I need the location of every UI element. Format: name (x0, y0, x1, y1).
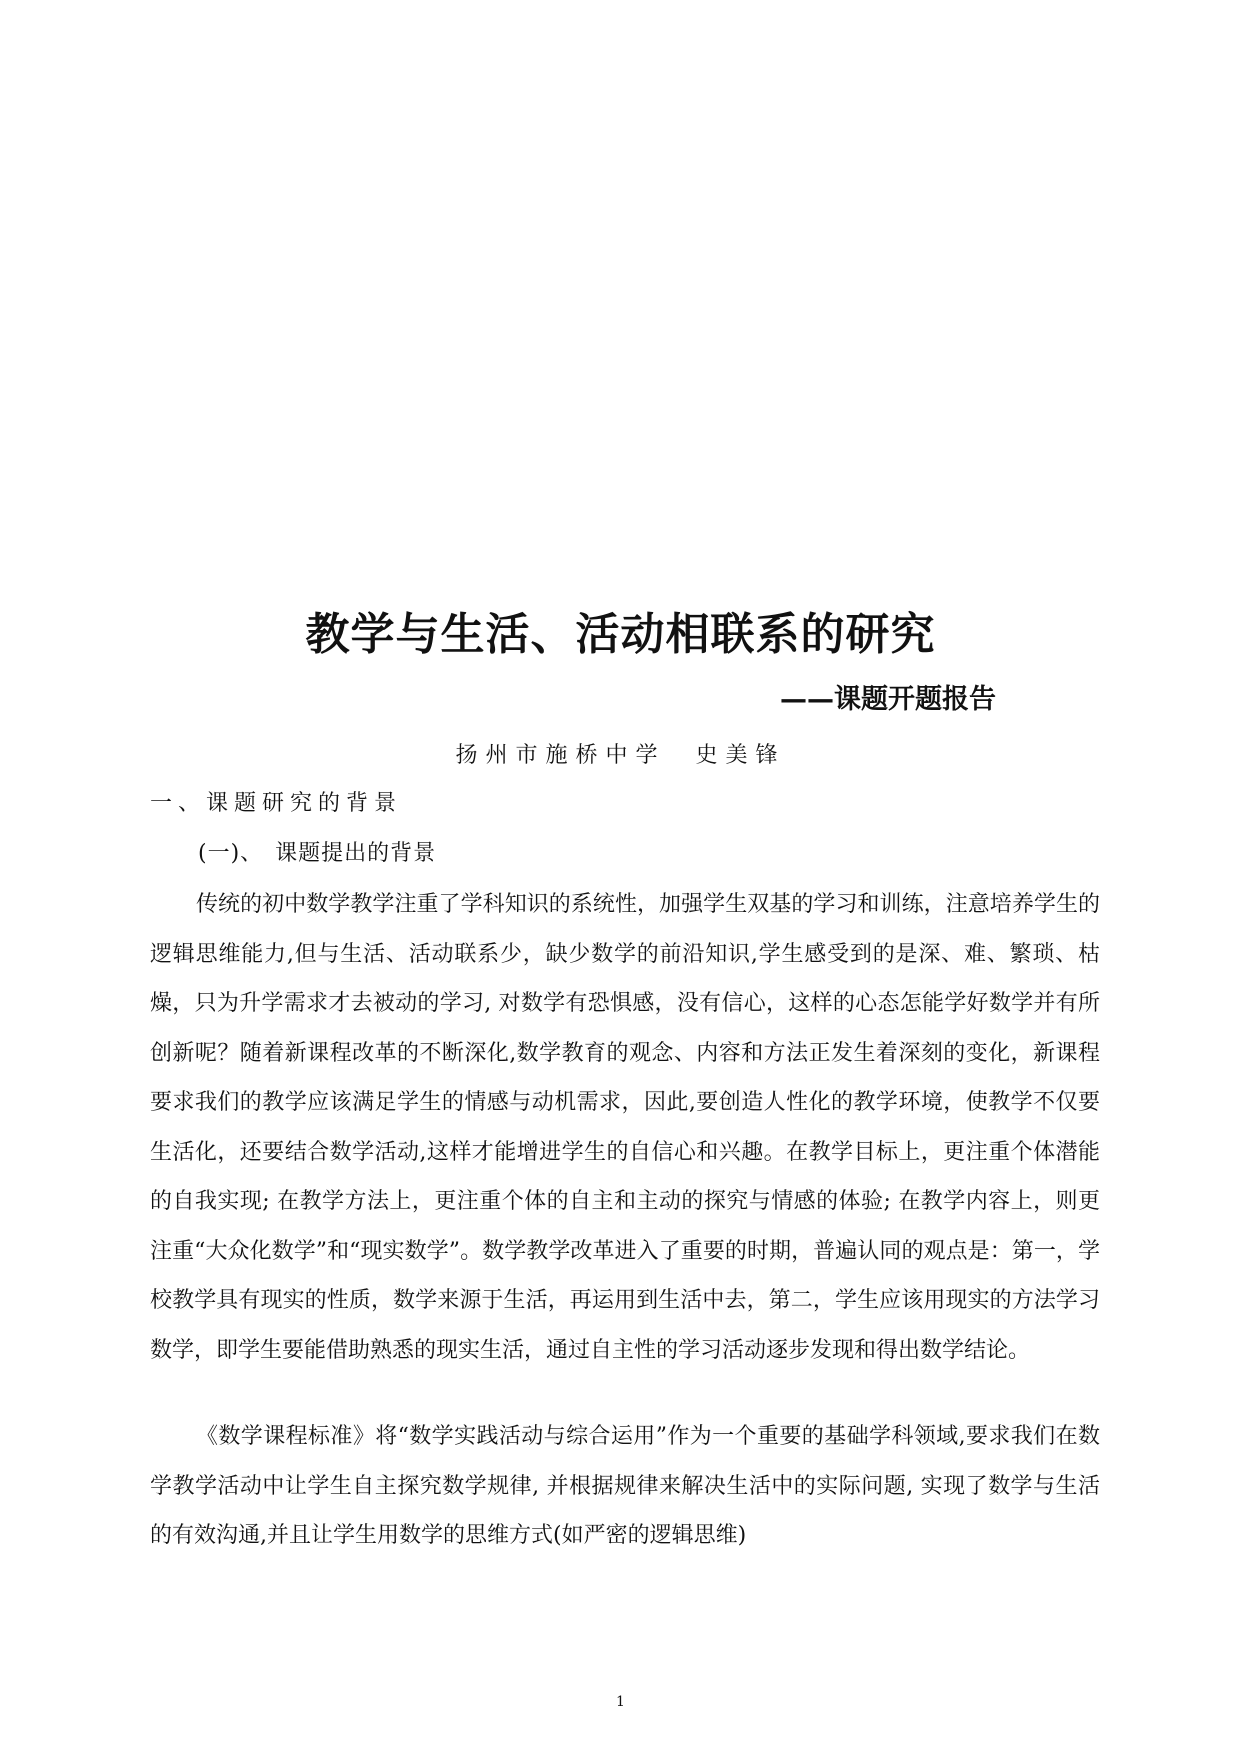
page-number: 1 (616, 1694, 625, 1710)
body-paragraph: 传统的初中数学教学注重了学科知识的系统性，加强学生双基的学习和训练，注意培养学生的逻辑思维能力,但与生活、活动联系少，缺少数学的前沿知识,学生感受到的是深、难、繁琐、枯燥，只为升学需求才去被动的学习, 对数学有恐惧感，没有信心，这样的心态怎能学好数学并有所创新呢？随着新课程改革的不断深化,数学教育的观念、内容和方法正发生着深刻的变化，新课程要求我们的教学应该满足学生的情感与动机需求，因此,要创造人性化的教学环境，使教学不仅要生活化，还要结合数学活动,这样才能增进学生的自信心和兴趣。在教学目标上，更注重个体潜能的自我实现; 在教学方法上，更注重个体的自主和主动的探究与情感的体验; 在教学内容上，则更注重“大众化数学”和“现实数学”。数学教学改革进入了重要的时期，普遍认同的观点是：第一，学校教学具有现实的性质，数学来源于生活，再运用到生活中去，第二，学生应该用现实的方法学习数学，即学生要能借助熟悉的现实生活，通过自主性的学习活动逐步发现和得出数学结论。 (150, 892, 1100, 1363)
body-paragraph: 《数学课程标准》将“数学实践活动与综合运用”作为一个重要的基础学科领域,要求我们在数学教学活动中让学生自主探究数学规律, 并根据规律来解决生活中的实际问题, 实现了数学与生活的有效沟通,并且让学生用数学的思维方式(如严密的逻辑思维) (150, 1424, 1100, 1548)
section-heading: 一、课题研究的背景 (150, 791, 403, 816)
document-subtitle: ——课题开题报告 (780, 684, 996, 715)
subsection-heading: (一)、 课题提出的背景 (198, 841, 437, 866)
author-line: 扬州市施桥中学 史美锋 (455, 743, 786, 768)
document-title: 教学与生活、活动相联系的研究 (305, 609, 936, 660)
